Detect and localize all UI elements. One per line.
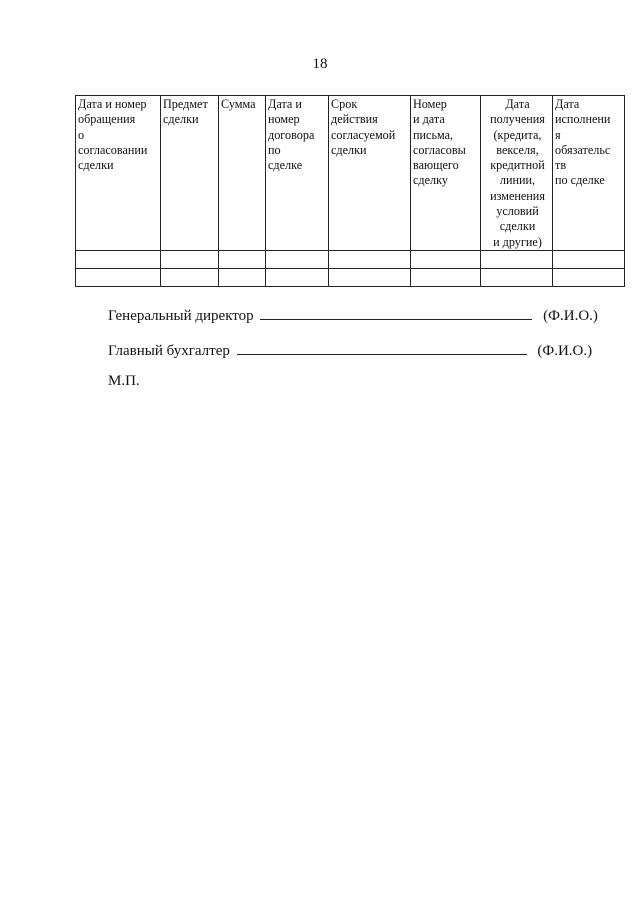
table-cell <box>553 250 625 268</box>
accountant-signature-blank[interactable] <box>237 341 527 355</box>
page-number: 18 <box>312 56 328 72</box>
table-cell <box>411 268 481 286</box>
table-cell <box>329 268 411 286</box>
header-cell-letter: Номер и дата письма, согласовы вающего сделку <box>411 96 481 251</box>
header-cell-subject: Предмет сделки <box>161 96 219 251</box>
header-cell-amount: Сумма <box>219 96 266 251</box>
table-cell <box>329 250 411 268</box>
table-cell <box>553 268 625 286</box>
table-cell <box>266 268 329 286</box>
director-signature-blank[interactable] <box>260 306 532 320</box>
header-cell-request: Дата и номер обращения о согласовании сделки <box>76 96 161 251</box>
table-row <box>76 268 625 286</box>
accountant-fio-label: (Ф.И.О.) <box>537 343 593 359</box>
table-cell <box>76 250 161 268</box>
director-label: Генеральный директор <box>108 308 254 324</box>
director-signature-line <box>108 306 598 325</box>
table-cell <box>266 250 329 268</box>
accountant-label: Главный бухгалтер <box>108 343 230 359</box>
table-cell <box>481 268 553 286</box>
table-cell <box>219 268 266 286</box>
header-cell-receipt-date: Дата получения (кредита, векселя, кредитной линии, изменения условий сделки и другие) <box>481 96 553 251</box>
deal-approval-table <box>75 95 625 287</box>
header-cell-contract: Дата и номер договора по сделке <box>266 96 329 251</box>
stamp-place-label: М.П. <box>108 373 140 389</box>
accountant-signature-line <box>108 341 592 360</box>
header-cell-term: Срок действия согласуемой сделки <box>329 96 411 251</box>
header-cell-fulfillment-date: Дата исполнени я обязательс тв по сделке <box>553 96 625 251</box>
table-cell <box>411 250 481 268</box>
table-row <box>76 250 625 268</box>
table-cell <box>76 268 161 286</box>
table-cell <box>161 268 219 286</box>
table-header-row <box>76 96 625 251</box>
table-cell <box>161 250 219 268</box>
table-cell <box>219 250 266 268</box>
table-cell <box>481 250 553 268</box>
director-fio-label: (Ф.И.О.) <box>543 308 598 324</box>
